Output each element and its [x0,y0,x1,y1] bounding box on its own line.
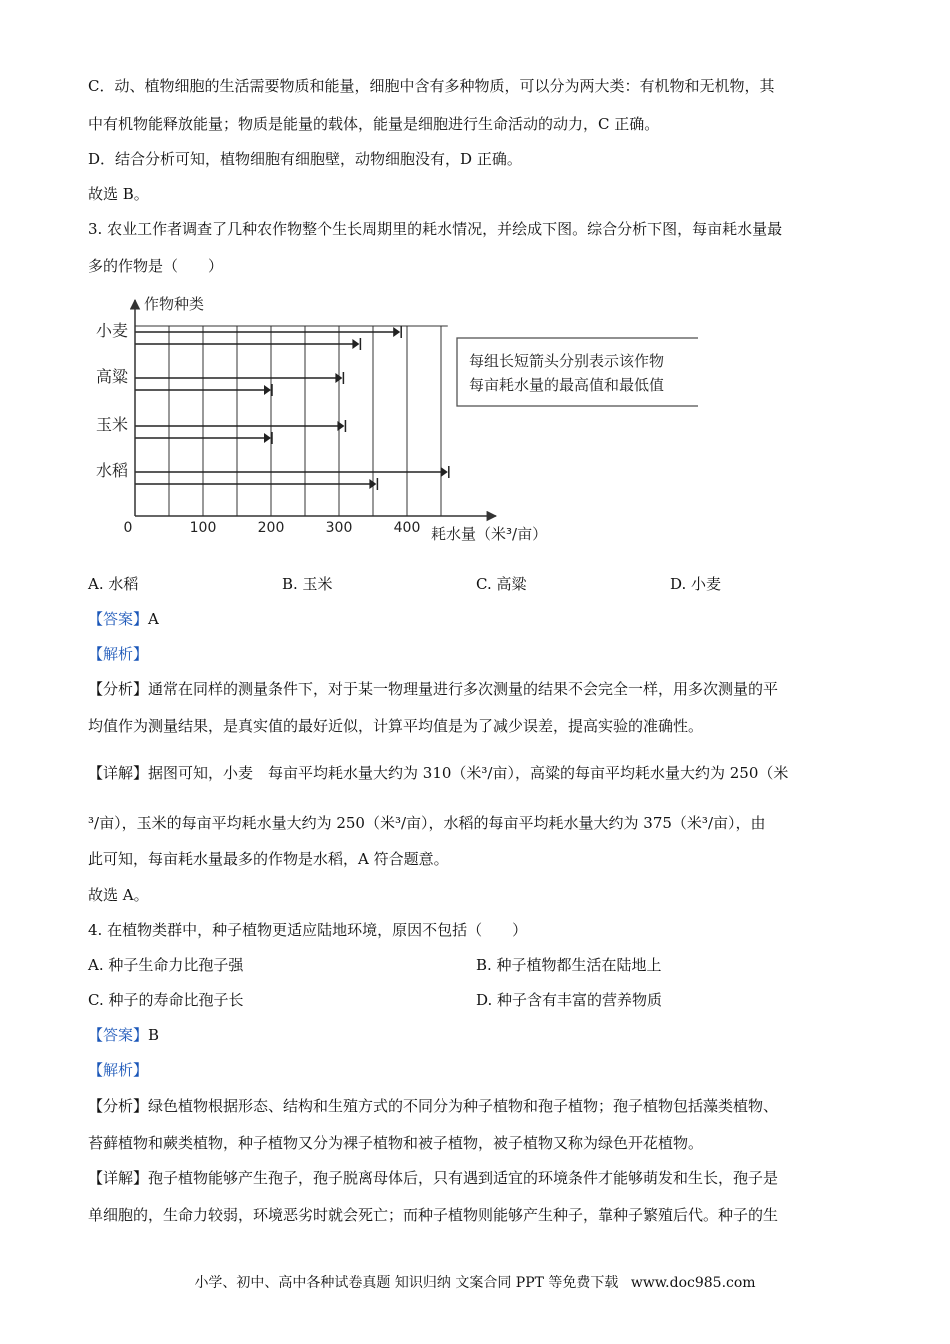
q4-fenxi-line1 [88,1096,778,1116]
bar-arrowhead [393,327,400,337]
fenxi-tag: 【分析】 [88,1097,149,1115]
footer-url: www.doc985.com [630,1275,756,1291]
category-label: 小麦 [96,321,129,340]
x-tick-label: 0 [123,520,133,536]
q4-option-c: C. 种子的寿命比孢子长 [88,991,244,1009]
category-label: 玉米 [96,415,129,434]
bar-arrowhead [337,421,344,431]
answer-value: A [148,610,159,628]
water-consumption-chart [88,290,698,555]
q2-option-c-line1: C．动、植物细胞的生活需要物质和能量，细胞中含有多种物质，可以分为两大类：有机物和无机物，其 [88,77,775,95]
q3-fenxi-line2: 均值作为测量结果，是真实值的最好近似，计算平均值是为了减少误差，提高实验的准确性。 [88,717,704,735]
legend-text-2: 每亩耗水量的最高值和最低值 [469,376,665,394]
q2-option-d: D．结合分析可知，植物细胞有细胞壁，动物细胞没有，D 正确。 [88,150,522,168]
x-tick-label: 200 [257,520,285,536]
q3-fenxi-line1 [88,679,778,699]
bar-arrowhead [264,433,271,443]
legend-text-1: 每组长短箭头分别表示该作物 [469,352,665,370]
fenxi-tag: 【分析】 [88,680,149,698]
detail-tag: 【详解】 [88,764,149,782]
q4-detail-line2: 单细胞的，生命力较弱，环境恶劣时就会死亡；而种子植物则能够产生种子，靠种子繁殖后代。种子的生 [88,1206,779,1224]
footer-text: 小学、初中、高中各种试卷真题 知识归纳 文案合同 PPT 等免费下载 [194,1275,619,1291]
x-tick-label: 300 [325,520,353,536]
legend-box [457,338,698,406]
q3-detail-line1 [88,763,788,783]
q3-detail-line2: ³/亩），玉米的每亩平均耗水量大约为 250（米³/亩），水稻的每亩平均耗水量大约为 375（米³/亩），由 [88,814,766,832]
q4-option-d: D. 种子含有丰富的营养物质 [476,991,663,1009]
q4-answer [88,1025,159,1045]
bar-arrowhead [441,467,448,477]
page-footer [0,1272,950,1292]
bar-arrowhead [352,339,359,349]
detail-tag: 【详解】 [88,1169,149,1187]
q3-stem-line2: 多的作物是（ ） [88,257,224,275]
q3-analysis-tag: 【解析】 [88,645,149,663]
y-axis-label: 作物种类 [144,295,205,313]
q3-answer [88,609,159,629]
answer-tag: 【答案】 [88,610,149,628]
bar-arrowhead [264,385,271,395]
x-tick-label: 400 [393,520,421,536]
q3-stem-line1: 3. 农业工作者调查了几种农作物整个生长周期里的耗水情况，并绘成下图。综合分析下图，每亩耗水量最 [88,220,783,238]
q3-option-c: C. 高粱 [476,575,527,593]
q3-option-d: D. 小麦 [670,575,722,593]
q3-detail-line3: 此可知，每亩耗水量最多的作物是水稻，A 符合题意。 [88,850,449,868]
q4-fenxi-line2: 苔藓植物和蕨类植物，种子植物又分为裸子植物和被子植物，被子植物又称为绿色开花植物。 [88,1134,704,1152]
q2-option-c-line2: 中有机物能释放能量；物质是能量的载体，能量是细胞进行生命活动的动力，C 正确。 [88,115,660,133]
q2-choose: 故选 B。 [88,185,149,203]
q3-option-b: B. 玉米 [282,575,333,593]
q4-analysis-tag: 【解析】 [88,1061,149,1079]
category-label: 水稻 [96,461,129,480]
fenxi-text: 通常在同样的测量条件下，对于某一物理量进行多次测量的结果不会完全一样，用多次测量的平 [148,680,779,698]
q4-option-a: A. 种子生命力比孢子强 [88,956,244,974]
answer-value: B [148,1026,160,1044]
fenxi-text: 绿色植物根据形态、结构和生殖方式的不同分为种子植物和孢子植物；孢子植物包括藻类植物、 [148,1097,779,1115]
q3-option-a: A. 水稻 [88,575,139,593]
q3-choose: 故选 A。 [88,886,149,904]
category-label: 高粱 [96,367,129,386]
q4-stem: 4. 在植物类群中，种子植物更适应陆地环境，原因不包括（ ） [88,921,528,939]
q4-option-b: B. 种子植物都生活在陆地上 [476,956,662,974]
detail-text: 据图可知，小麦 每亩平均耗水量大约为 310（米³/亩），高粱的每亩平均耗水量大约为 250（米 [148,764,789,782]
answer-tag: 【答案】 [88,1026,149,1044]
q4-detail-line1 [88,1168,778,1188]
x-tick-label: 100 [189,520,217,536]
detail-text: 孢子植物能够产生孢子，孢子脱离母体后，只有遇到适宜的环境条件才能够萌发和生长，孢子是 [148,1169,779,1187]
x-axis-label: 耗水量（米³/亩） [431,525,548,543]
